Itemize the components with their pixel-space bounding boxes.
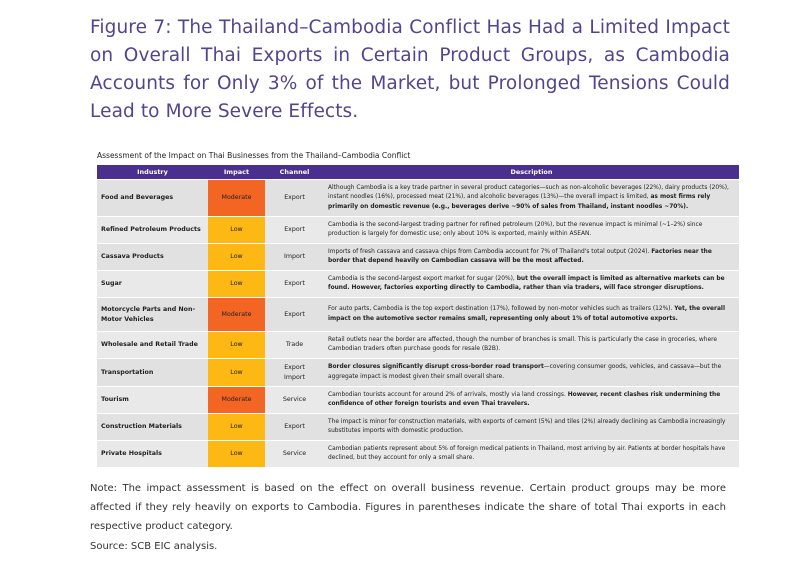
impact-badge: Moderate [208, 387, 265, 413]
channel-cell: Export [265, 414, 324, 440]
description-emphasis: Yet, the overall impact on the automotive sector remains small, representing only about 1% of total automotive exports. [328, 306, 725, 322]
description-text: Cambodia is the second-largest trading partner for refined petroleum (20%), but the revenue impact is minimal (~1–2%) since production is largely for domestic use; only about 10% is exported, mainly within ASEAN. [328, 221, 703, 237]
description-text-after: —covering consumer goods, vehicles, and cassava—but the aggregate impact is modest given their small overall share. [328, 364, 722, 380]
header-channel: Channel [265, 165, 324, 179]
description-cell [324, 217, 739, 243]
industry-cell: Wholesale and Retail Trade [97, 332, 208, 358]
description-cell [324, 180, 739, 216]
description-text: For auto parts, Cambodia is the top export destination (17%), followed by non-motor vehicles such as trailers (12%). [328, 306, 675, 312]
header-industry: Industry [97, 165, 208, 179]
source-note: Source: SCB EIC analysis. [90, 541, 218, 552]
header-description: Description [324, 165, 739, 179]
channel-cell: Service [265, 387, 324, 413]
description-emphasis: but the overall impact is limited as alternative markets can be found. However, factories exporting directly to Cambodia, rather than via traders, will face stronger disruptions. [328, 275, 725, 291]
impact-badge: Low [208, 359, 265, 386]
industry-cell: Motorcycle Parts and Non-Motor Vehicles [97, 298, 208, 331]
channel-cell: Export [265, 271, 324, 297]
channel-cell: Export [265, 217, 324, 243]
impact-badge: Low [208, 217, 265, 243]
channel-cell: Import [265, 244, 324, 270]
table-row [97, 359, 739, 386]
description-emphasis: However, recent clashes risk undermining the confidence of other foreign tourists and even Thai travelers. [328, 391, 721, 407]
footnote: Note: The impact assessment is based on the effect on overall business revenue. Certain product groups may be more affected if they rely heavily on exports to Cambodia. Figures in parentheses indicate the share of total Thai exports in each respective product category. [90, 483, 726, 532]
industry-cell: Food and Beverages [97, 180, 208, 216]
industry-cell: Construction Materials [97, 414, 208, 440]
impact-badge: Low [208, 244, 265, 270]
description-cell [324, 244, 739, 270]
description-cell [324, 414, 739, 440]
impact-badge: Low [208, 271, 265, 297]
header-impact: Impact [208, 165, 265, 179]
table-row [97, 271, 739, 297]
description-cell [324, 387, 739, 413]
channel-cell: Trade [265, 332, 324, 358]
industry-cell: Refined Petroleum Products [97, 217, 208, 243]
industry-cell: Sugar [97, 271, 208, 297]
description-text: Cambodian tourists account for around 2% of arrivals, mostly via land crossings. [328, 391, 568, 398]
industry-cell: Tourism [97, 387, 208, 413]
table-row [97, 244, 739, 270]
description-emphasis: as most firms rely primarily on domestic revenue (e.g., beverages derive ~90% of sales from Thailand, instant noodles ~70%). [328, 194, 711, 210]
impact-badge: Low [208, 441, 265, 467]
impact-table [97, 164, 739, 468]
figure-title: Figure 7: The Thailand–Cambodia Conflict Has Had a Limited Impact on Overall Thai Exports in Certain Product Groups, as Cambodia Accounts for Only 3% of the Market, but Prolonged Tensions Could Lead to More Severe Effects. [90, 17, 730, 122]
impact-badge: Low [208, 332, 265, 358]
industry-cell: Private Hospitals [97, 441, 208, 467]
description-text: Although Cambodia is a key trade partner in several product categories—such as non-alcoholic beverages (22%), dairy products (20%), instant noodles (16%), processed meat (21%), and alcoholic beverages (13%)—the overall impact is limited, [328, 184, 729, 201]
channel-cell: Export [265, 180, 324, 216]
table-row [97, 217, 739, 243]
channel-cell: Export Import [265, 359, 324, 386]
description-text: The impact is minor for construction materials, with exports of cement (5%) and tiles (2%) already declining as Cambodia increasingly substitutes imports with domestic production. [328, 418, 726, 434]
description-cell [324, 332, 739, 358]
impact-badge: Moderate [208, 298, 265, 331]
description-text: Cambodian patients represent about 5% of foreign medical patients in Thailand, most arriving by air. Patients at border hospitals have declined, but they account for only a small share. [328, 445, 726, 461]
table-row [97, 387, 739, 413]
channel-cell: Export [265, 298, 324, 331]
description-cell [324, 441, 739, 467]
table-caption: Assessment of the Impact on Thai Businesses from the Thailand–Cambodia Conflict [97, 151, 411, 160]
table-row [97, 298, 739, 331]
industry-cell: Transportation [97, 359, 208, 386]
table-row [97, 414, 739, 440]
impact-badge: Low [208, 414, 265, 440]
description-text: Cambodia is the second-largest export market for sugar (20%), [328, 275, 517, 282]
table-header-row [97, 165, 739, 179]
impact-badge: Moderate [208, 180, 265, 216]
table-row [97, 441, 739, 467]
table-row [97, 332, 739, 358]
description-cell [324, 298, 739, 331]
description-text: Retail outlets near the border are affected, though the number of branches is small. This is particularly the case in groceries, where Cambodian traders often purchase goods for resale (B2B). [328, 336, 717, 352]
channel-cell: Service [265, 441, 324, 467]
description-emphasis: Border closures significantly disrupt cross-border road transport [328, 364, 544, 370]
table-body [97, 180, 739, 467]
description-text: Imports of fresh cassava and cassava chips from Cambodia account for 7% of Thailand's total output (2024). [328, 248, 652, 255]
industry-cell: Cassava Products [97, 244, 208, 270]
table-row [97, 180, 739, 216]
description-cell [324, 271, 739, 297]
description-cell [324, 359, 739, 386]
description-emphasis: Factories near the border that depend heavily on Cambodian cassava will be the most affected. [328, 248, 712, 264]
